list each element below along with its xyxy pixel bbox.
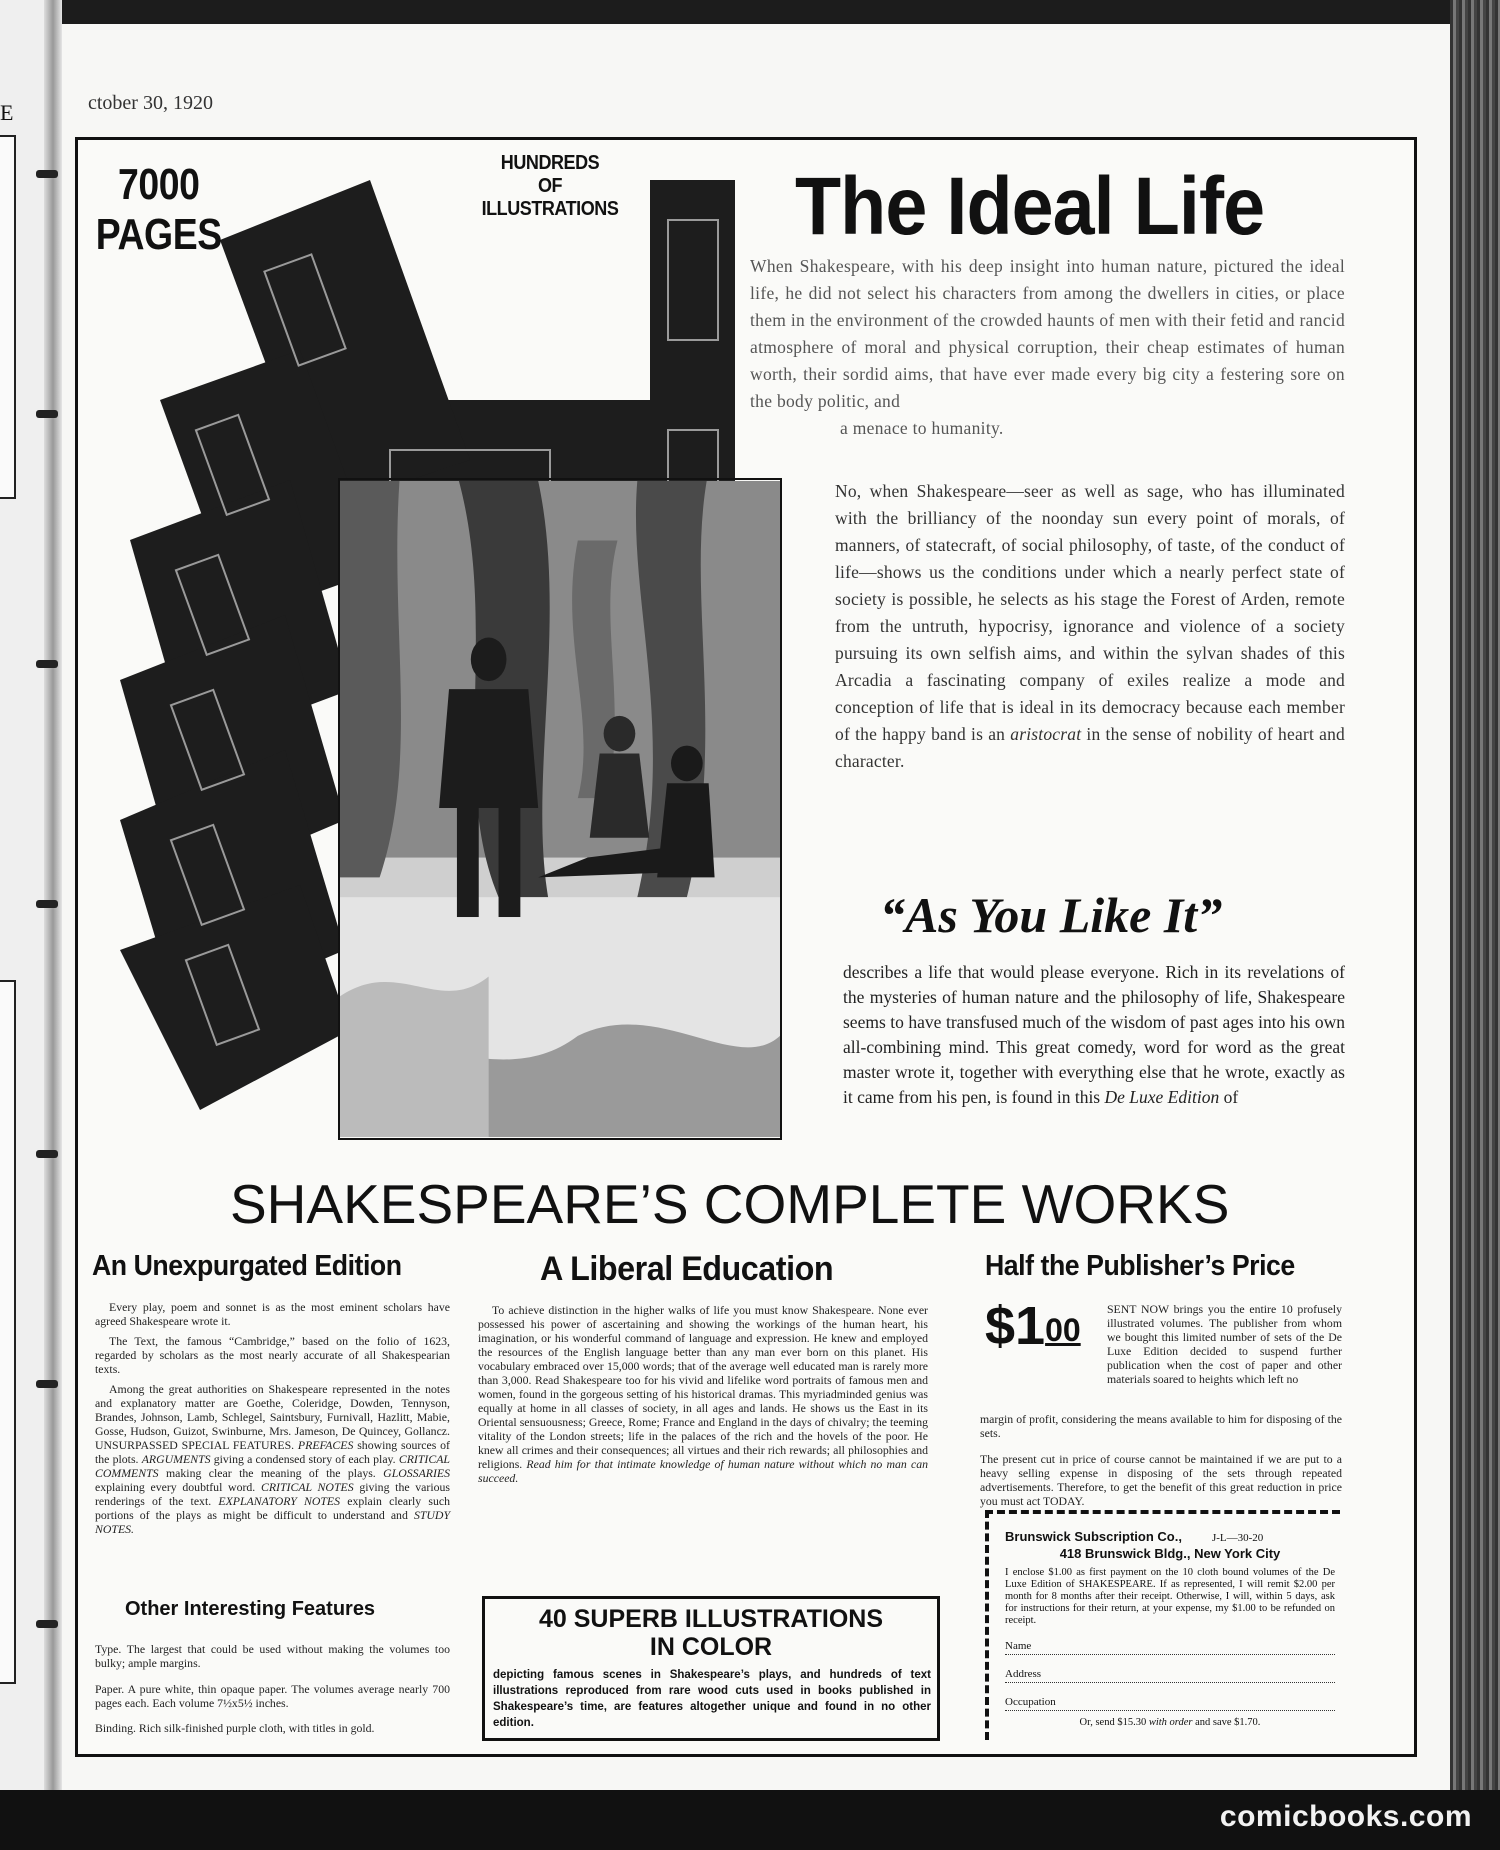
intro-text: No, when Shakespeare—seer as well as sage, who has illuminated with the brilliancy of the noonday sun every point of morals, of manners, of statecraft, of social philosophy, of taste, of the conduct of life—shows us the conditions under which a nearly perfect state of society is possible, he selects as his stage the Forest of Arden, remote from the untruth, hypocrisy, ignorance and violence of a society pursuing its own selfish aims, and within the sylvan shades of this Arcadia a fascinating company of exiles realize a mode and conception of life that is ideal in its democracy because each member of the happy band is an	[835, 481, 1345, 744]
emphasis-text: CRITICAL COMMENTS	[95, 1452, 450, 1480]
box-title-line: IN COLOR	[649, 1633, 773, 1661]
callout-line: OF	[537, 175, 563, 197]
spine-fold	[44, 0, 62, 1790]
text-run: and save $1.70.	[1195, 1717, 1261, 1728]
body-paragraph: SENT NOW brings you the entire 10 profusely illustrated volumes. The publisher from whom we bought this limited number of sets of the De Luxe Edition decided to suspend further publication when the cost of paper and other materials soared to heights which left no	[1107, 1302, 1342, 1386]
price-tag	[985, 1296, 1081, 1356]
body-paragraph: The Text, the famous “Cambridge,” based on the folio of 1623, regarded by scholars as the most nearly accurate of all Shakespearian texts.	[95, 1334, 450, 1376]
feature-binding: Binding. Rich silk-finished purple cloth, with titles in gold.	[95, 1721, 375, 1736]
emphasis-text: Read him for that intimate knowledge of human nature without which no man can succeed.	[478, 1457, 928, 1485]
staple	[36, 1380, 58, 1388]
other-features-list	[95, 1630, 450, 1747]
complete-works-headline: SHAKESPEARE’S COMPLETE WORKS	[230, 1173, 1230, 1235]
box-title-line: 40 SUPERB ILLUSTRATIONS	[538, 1605, 884, 1633]
intro-text: When Shakespeare, with his deep insight into human nature, pictured the ideal life, he did not select his characters from among the dwellers in cities, or place them in the environment of the crowded haunts of men with their fetid and rancid atmosphere of moral and physical corruption, their cheap estimates of human worth, their sordid aims, that have ever made every big city a festering sore on the body politic, and	[750, 256, 1345, 411]
text-run: explain clearly such portions of the plays as might be difficult to understand and	[95, 1494, 450, 1522]
intro-paragraph-2	[835, 478, 1345, 775]
feature-type: Type. The largest that could be used without making the volumes too bulky; ample margins.	[95, 1641, 450, 1670]
watermark: comicbooks.com	[1219, 1800, 1472, 1833]
coupon-address: 418 Brunswick Bldg., New York City	[1059, 1546, 1281, 1561]
field-label: Occupation	[1005, 1696, 1056, 1708]
coupon-company: Brunswick Subscription Co.,	[1005, 1529, 1182, 1544]
staple	[36, 170, 58, 178]
callout-line: ILLUSTRATIONS	[481, 198, 619, 220]
field-label: Address	[1005, 1668, 1042, 1680]
staple	[36, 900, 58, 908]
edge-letter: E	[0, 100, 14, 125]
issue-date: ctober 30, 1920	[88, 92, 213, 114]
body-paragraph	[478, 1303, 928, 1485]
emphasis-text: CRITICAL NOTES	[260, 1480, 354, 1494]
coupon-footnote	[1005, 1717, 1335, 1728]
left-page-box-lower	[0, 980, 16, 1684]
body-paragraph: margin of profit, considering the means available to him for disposing of the sets.	[980, 1411, 1342, 1440]
box-title	[485, 1605, 937, 1661]
body-paragraph: Every play, poem and sonnet is as the most eminent scholars have agreed Shakespeare wrote it.	[95, 1300, 450, 1328]
text-run: giving a condensed story of each play.	[213, 1452, 396, 1466]
intro-text-end: a menace to humanity.	[840, 418, 1004, 438]
staple	[36, 1620, 58, 1628]
body-paragraph: The present cut in price of course cannot be maintained if we are put to a heavy selling expense in disposing of the sets through repeated advertisements. Therefore, to get the benefit of this great reduction in price you must act TODAY.	[980, 1451, 1342, 1508]
callout-line: HUNDREDS	[500, 152, 600, 174]
right-binding-edge	[1450, 0, 1500, 1790]
unexpurgated-column	[95, 1300, 450, 1542]
emphasis-text: ARGUMENTS	[141, 1452, 211, 1466]
emphasis-text: GLOSSARIES	[383, 1466, 451, 1480]
staple	[36, 660, 58, 668]
coupon-occupation-field[interactable]	[1005, 1696, 1335, 1711]
intro-paragraph-1	[750, 253, 1345, 442]
half-price-text-top	[1107, 1302, 1342, 1392]
liberal-education-column	[478, 1303, 928, 1491]
ad-headline: The Ideal Life	[795, 161, 1265, 252]
intro-paragraph-3	[843, 960, 1345, 1110]
emphasis-text: EXPLANATORY NOTES	[218, 1494, 341, 1508]
text-run: Or, send $15.30	[1079, 1717, 1147, 1728]
column-heading-liberal-education: A Liberal Education	[540, 1250, 834, 1288]
text-run: To achieve distinction in the higher walks of life you must know Shakespeare. None ever possessed his power of ascertaining and showing the workings of the human heart, his imagination, or his wonderful command of language and expression. He knew and employed the resources of the English language better than any man ever born on this planet. His vocabulary embraced over 15,000 words; that of the average well educated man is rarely more than 3,000. Read Shakespeare too for his vivid and lifelike word portraits of famous men and women, found in the gorgeous setting of his historical dramas. This myriadminded genius was equally at home in all classes of society, in all ages and lands. He shows us the East in its Oriental sensuousness; Greece, Rome; France and England in the days of chivalry; the teeming vitality of the London streets; life in the palaces of the rich and the hovels of the poor. He knew all crimes and their consequences; all virtues and their rich rewards; all philosophies and religions.	[478, 1303, 928, 1471]
color-illustrations-box	[482, 1596, 940, 1741]
price-dollars: $1	[985, 1296, 1046, 1356]
text-run: giving the various renderings of the text.	[95, 1480, 451, 1508]
pages-number: 7000	[117, 160, 200, 209]
box-body: depicting famous scenes in Shakespeare’s plays, and hundreds of text illustrations reproduced from rare wood cuts used in books published in Shakespeare’s time, are features altogether unique and found in no other edition.	[493, 1669, 931, 1729]
half-price-text	[980, 1400, 1342, 1519]
staple	[36, 1150, 58, 1158]
emphasis-text: De Luxe Edition	[1104, 1087, 1220, 1107]
coupon-name-field[interactable]	[1005, 1640, 1335, 1655]
field-label: Name	[1005, 1640, 1032, 1652]
emphasis-text: STUDY NOTES.	[95, 1508, 451, 1536]
emphasis-text: with order	[1148, 1717, 1193, 1728]
pages-callout	[95, 160, 223, 260]
play-title: “As You Like It”	[880, 887, 1223, 943]
column-heading-unexpurgated: An Unexpurgated Edition	[92, 1250, 402, 1282]
text-run: Among the great authorities on Shakespeare represented in the notes and explanatory matter are Goethe, Coleridge, Dowden, Tennyson, Brandes, Johnson, Lamb, Schlegel, Saintsbury, Furnivall, Hazlitt, Mabie, Gosse, Hudson, Guizot, Swinburne, Mrs. Jameson, De Quincey, Gollancz. UNSURPASSED SPECIAL FEATURES.	[95, 1382, 450, 1452]
intro-text: of	[1223, 1087, 1239, 1107]
coupon-terms: I enclose $1.00 as first payment on the 10 cloth bound volumes of the De Luxe Edition of SHAKESPEARE. If as represented, I will remit $2.00 per month for 8 months after their receipt. Otherwise, I will, within 5 days, ask for instructions for their return, at your expense, my $1.00 to be refunded on receipt.	[1005, 1567, 1335, 1626]
body-paragraph	[95, 1382, 450, 1536]
other-features-heading: Other Interesting Features	[125, 1598, 376, 1620]
text-run: making clear the meaning of the plays.	[165, 1466, 376, 1480]
emphasis-text: PREFACES	[297, 1438, 354, 1452]
illustrations-callout	[465, 152, 636, 221]
text-run: showing sources of the plots.	[95, 1438, 450, 1466]
coupon-code: J-L—30-20	[1211, 1532, 1264, 1544]
text-run: explaining every doubtful word.	[95, 1480, 256, 1494]
staple	[36, 410, 58, 418]
pages-word: PAGES	[95, 210, 222, 259]
forest-of-arden-illustration	[338, 478, 782, 1140]
column-heading-half-price: Half the Publisher’s Price	[985, 1250, 1295, 1282]
left-page-box	[0, 135, 16, 499]
emphasis-text: aristocrat	[1010, 724, 1082, 744]
intro-text: in the sense of nobility of heart and character.	[835, 724, 1345, 771]
price-cents: 00	[1045, 1312, 1081, 1348]
order-coupon-content	[1005, 1528, 1335, 1728]
coupon-address-field[interactable]	[1005, 1668, 1335, 1683]
intro-text: describes a life that would please everyone. Rich in its revelations of the mysteries of human nature and the philosophy of life, Shakespeare seems to have transfused much of the wisdom of past ages into his own all-combining mind. This great comedy, word for word as the great master wrote it, together with everything else that he wrote, exactly as it came from his pen, is found in this	[843, 962, 1345, 1107]
feature-paper: Paper. A pure white, thin opaque paper. The volumes average nearly 700 pages each. Each volume 7½x5½ inches.	[95, 1681, 450, 1710]
